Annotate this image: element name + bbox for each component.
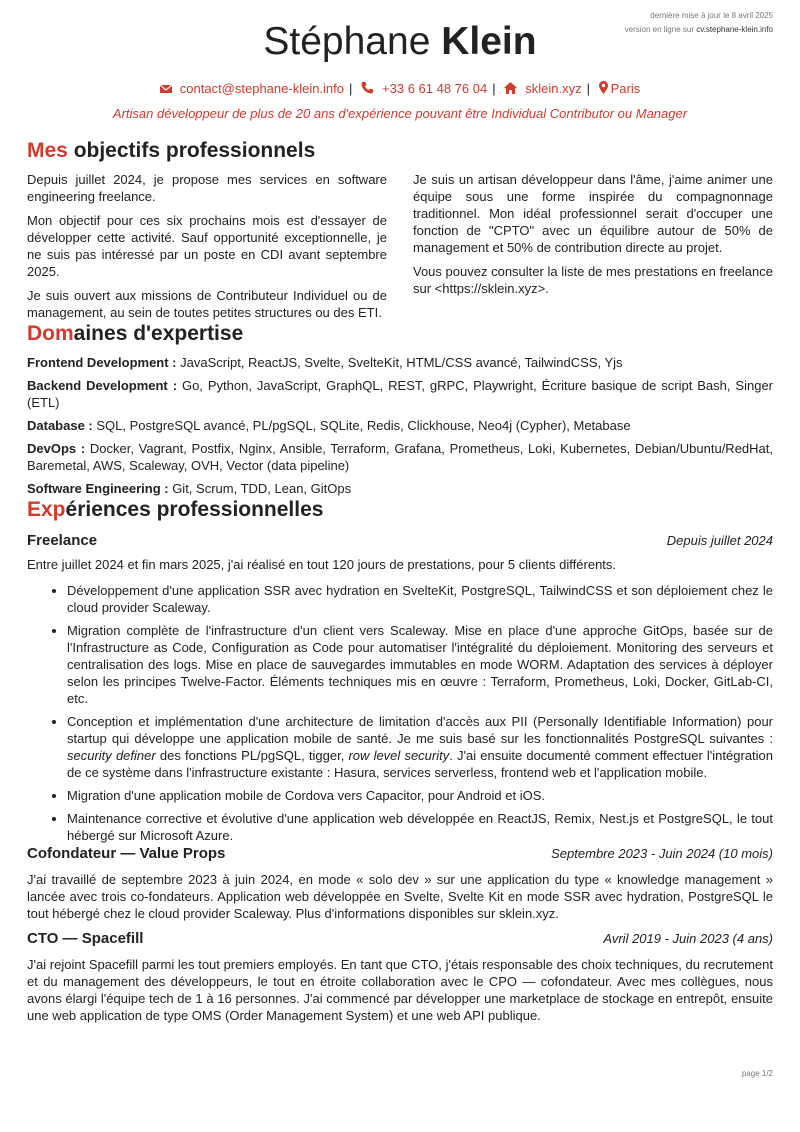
online-version-link[interactable]: cv.stephane-klein.info xyxy=(696,25,773,34)
list-item: • Maintenance corrective et évolutive d'une application web développée en ReactJS, Remix, Nest.js et PostgreSQL, le tout hébergé sur Microsoft Azure. xyxy=(67,810,773,844)
objectives-columns xyxy=(27,171,773,328)
separator: | xyxy=(586,81,590,96)
envelope-icon xyxy=(160,81,172,99)
list-item: • Migration d'une application mobile de Cordova vers Capacitor, pour Android et iOS. xyxy=(67,787,773,804)
job-valueprops xyxy=(27,844,773,922)
separator: | xyxy=(492,81,496,96)
job-header xyxy=(27,929,773,949)
job-date: Avril 2019 - Juin 2023 (4 ans) xyxy=(603,931,773,946)
website-link[interactable]: sklein.xyz xyxy=(525,81,582,96)
objective-paragraph: Depuis juillet 2024, je propose mes services en software engineering freelance. xyxy=(27,172,387,204)
job-header xyxy=(27,531,773,551)
section-title-expertise: Domaines d'expertise xyxy=(27,322,244,345)
full-name xyxy=(0,18,800,66)
job-intro: Entre juillet 2024 et fin mars 2025, j'ai réalisé en tout 120 jours de prestations, pour 5 clients différents. xyxy=(27,557,617,572)
tagline: Artisan développeur de plus de 20 ans d'expérience pouvant être Individual Contributor ou Manager xyxy=(112,106,688,121)
objectives-left-column xyxy=(27,171,387,328)
expertise-list xyxy=(27,354,773,503)
list-item: • Développement d'une application SSR avec hydration en SvelteKit, PostgreSQL, TailwindCSS et son déploiement chez le cloud provider Scaleway. xyxy=(67,582,773,616)
job-title: Freelance xyxy=(27,532,98,549)
contact-line xyxy=(0,80,800,99)
objectives-right-column xyxy=(413,171,773,328)
last-update: dernière mise à jour le 8 avril 2025 xyxy=(650,11,773,20)
skill-row: Backend Development : Go, Python, JavaScript, GraphQL, REST, gRPC, Playwright, Écriture basique de script Bash, Singer (ETL) xyxy=(27,378,773,410)
skill-row: Database : SQL, PostgreSQL avancé, PL/pgSQL, SQLite, Redis, Clickhouse, Neo4j (Cypher), Metabase xyxy=(27,418,631,433)
last-name: Klein xyxy=(441,20,537,63)
home-icon xyxy=(504,81,517,99)
job-bullets xyxy=(27,582,773,844)
skill-row: Software Engineering : Git, Scrum, TDD, Lean, GitOps xyxy=(27,481,352,496)
section-title-experiences: Expériences professionnelles xyxy=(27,498,324,521)
skill-row: Frontend Development : JavaScript, ReactJS, Svelte, SvelteKit, HTML/CSS avancé, TailwindCSS, Yjs xyxy=(27,355,623,370)
first-name: Stéphane xyxy=(263,20,431,63)
online-prefix: version en ligne sur xyxy=(624,25,697,34)
city: Paris xyxy=(610,81,641,96)
job-date: Depuis juillet 2024 xyxy=(666,533,773,548)
job-header xyxy=(27,844,773,864)
objective-paragraph: Je suis ouvert aux missions de Contributeur Individuel ou de management, au sein de toutes petites structures ou des ETI. xyxy=(27,288,387,320)
separator: | xyxy=(349,81,353,96)
email-link[interactable]: contact@stephane-klein.info xyxy=(179,81,345,96)
job-spacefill xyxy=(27,929,773,1024)
job-freelance xyxy=(27,531,773,850)
skill-row: DevOps : Docker, Vagrant, Postfix, Nginx, Ansible, Terraform, Grafana, Prometheus, Loki, Kubernetes, Debian/Ubuntu/RedHat, Baremetal, AWS, Scaleway, OVH, Vector (data pipeline) xyxy=(27,441,773,473)
phone-icon xyxy=(361,81,374,99)
job-title: Cofondateur — Value Props xyxy=(27,845,226,862)
map-pin-icon xyxy=(599,81,608,99)
job-description: J'ai rejoint Spacefill parmi les tout premiers employés. En tant que CTO, j'étais responsable des choix techniques, du recrutement et du management des développeurs, le tout en étroite collaboration avec le CPO — cofondateur. Avec mes collègues, nous avons élargi l'équipe tech de 1 à 16 personnes. J'ai commencé par développer une marketplace de stockage en entrepôt, ensuite une web application de type OMS (Order Management System) et une web API publique. xyxy=(27,957,773,1023)
list-item: • Migration complète de l'infrastructure d'un client vers Scaleway. Mise en place d'une approche GitOps, basée sur de l'Infrastructure as Code, Configuration as Code pour automatiser l'intégralité du déploiement. Monitoring des serveurs et centralisation des logs. Mise en place de sauvegardes immutables en mode WORM. Adaptation des services à déployer selon les principes Twelve-Factor. Éléments techniques mis en œuvre : Terraform, Prometheus, Loki, Docker, GitLab-CI, etc. xyxy=(67,622,773,707)
job-description: J'ai travaillé de septembre 2023 à juin 2024, en mode « solo dev » sur une application du type « knowledge management » lancée avec trois co-fondateurs. Application web développée en Svelte, Svelte Kit en mode SSR avec hydration, PostgreSQL le tout hébergé chez le cloud provider Scaleway. Plus d'informations disponibles sur sklein.xyz. xyxy=(27,872,773,921)
objective-paragraph: Vous pouvez consulter la liste de mes prestations en freelance sur <https://sklein.xyz>. xyxy=(413,264,773,296)
objective-paragraph: Mon objectif pour ces six prochains mois est d'essayer de développer cette activité. Sauf opportunité exceptionnelle, je ne suis pas intéressé par un poste en CDI avant septembre 2025. xyxy=(27,213,387,279)
job-title: CTO — Spacefill xyxy=(27,930,144,947)
page-number: page 1/2 xyxy=(741,1069,773,1078)
objective-paragraph: Je suis un artisan développeur dans l'âme, j'aime animer une équipe sous une forme inspirée du compagnonnage traditionnel. Mon idéal professionnel serait d'occuper une fonction de "CPTO" avec un équilibre autour de 50% de management et 50% de contribution directe au projet. xyxy=(413,172,773,255)
phone-link[interactable]: +33 6 61 48 76 04 xyxy=(382,81,488,96)
section-title-objectives: Mes objectifs professionnels xyxy=(27,139,316,162)
list-item: • Conception et implémentation d'une architecture de limitation d'accès aux PII (Personally Identifiable Information) pour startup qui développe une application mobile de santé. Je me suis basé sur les fonctionnalités PostgreSQL suivantes : security definer des fonctions PL/pgSQL, tigger, row level security. J'ai ensuite documenté comment effectuer l'intégration de ce système dans l'infrastructure existante : Hasura, services serverless, frontend web et l'application mobile. xyxy=(67,713,773,781)
job-date: Septembre 2023 - Juin 2024 (10 mois) xyxy=(551,846,773,861)
